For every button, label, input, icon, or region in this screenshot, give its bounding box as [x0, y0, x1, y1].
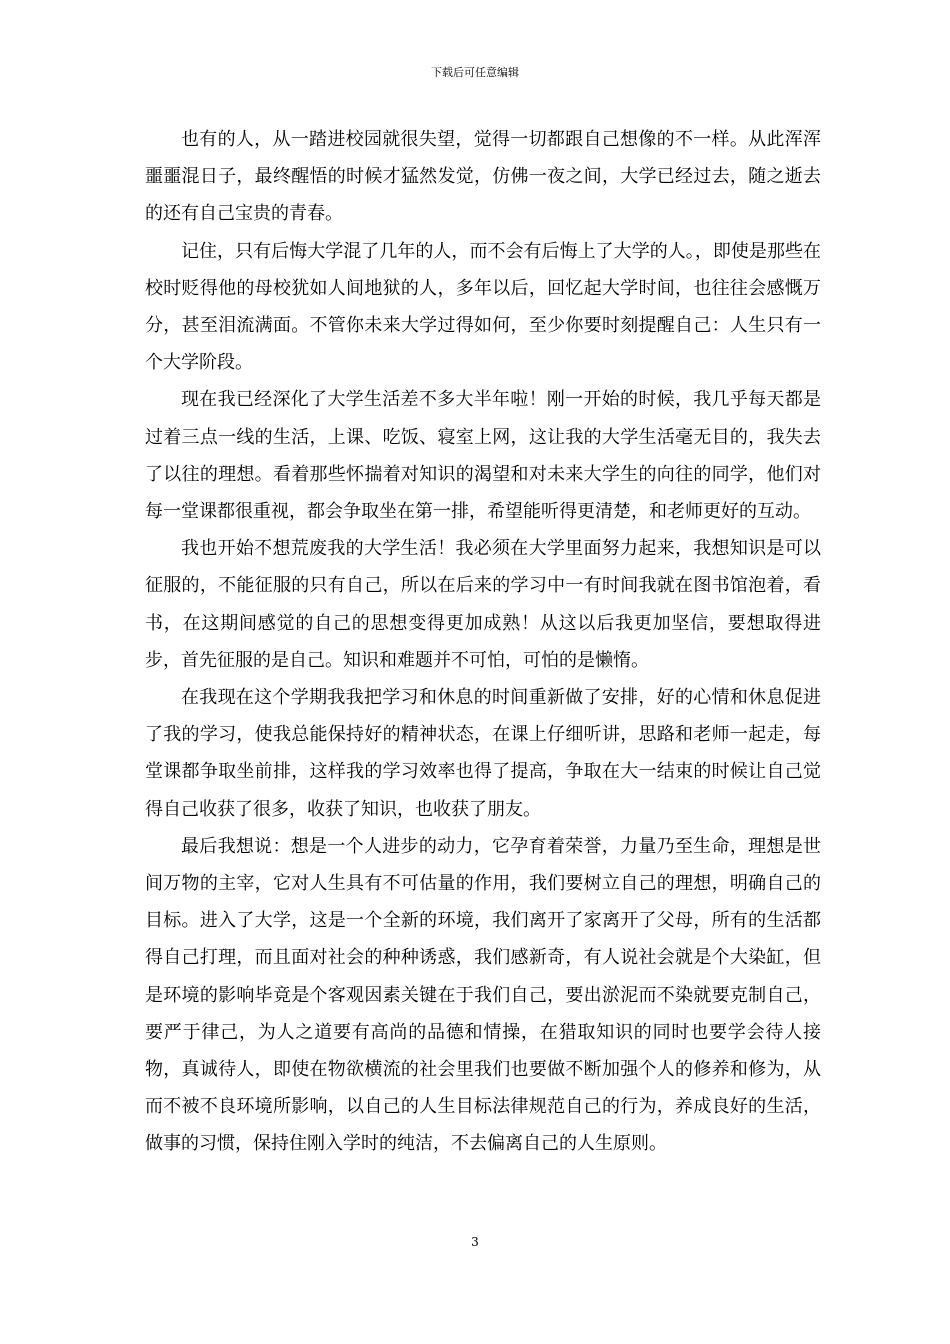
paragraph-1: 也有的人，从一踏进校园就很失望，觉得一切都跟自己想像的不一样。从此浑浑噩噩混日子，最终醒悟的时候才猛然发觉，仿佛一夜之间，大学已经过去，随之逝去的还有自己宝贵的青春。: [145, 129, 821, 225]
page-header: 下载后可任意编辑: [431, 66, 519, 79]
paragraph-5: 在我现在这个学期我我把学习和休息的时间重新做了安排，好的心情和休息促进了我的学习，使我总能保持好的精神状态，在课上仔细听讲，思路和老师一起走，每堂课都争取坐前排，这样我的学习效率也得了提高，争取在大一结束的时候让自己觉得自己收获了很多，收获了知识，也收获了朋友。: [145, 687, 821, 820]
page-number: 3: [471, 1235, 479, 1249]
paragraph-6: 最后我想说：想是一个人进步的动力，它孕育着荣誉，力量乃至生命，理想是世间万物的主宰，它对人生具有不可估量的作用，我们要树立自己的理想，明确自己的目标。进入了大学，这是一个全新的环境，我们离开了家离开了父母，所有的生活都得自己打理，而且面对社会的种种诱惑，我们感新奇，有人说社会就是个大染缸，但是环境的影响毕竟是个客观因素关键在于我们自己，要出淤泥而不染就要克制自己，要严于律己，为人之道要有高尚的品德和情操，在猎取知识的同时也要学会待人接物，真诚待人，即使在物欲横流的社会里我们也要做不断加强个人的修养和修为，从而不被不良环境所影响，以自己的人生目标法律规范自己的行为，养成良好的生活，做事的习惯，保持住刚入学时的纯洁，不去偏离自己的人生原则。: [145, 835, 821, 1155]
paragraph-3: 现在我已经深化了大学生活差不多大半年啦！刚一开始的时候，我几乎每天都是过着三点一线的生活，上课、吃饭、寝室上网，这让我的大学生活毫无目的，我失去了以往的理想。看着那些怀揣着对知识的渴望和对未来大学生的向往的同学，他们对每一堂课都很重视，都会争取坐在第一排，希望能听得更清楚，和老师更好的互动。: [145, 389, 821, 523]
document-body: [145, 121, 821, 1163]
paragraph-4: 我也开始不想荒废我的大学生活！我必须在大学里面努力起来，我想知识是可以征服的，不能征服的只有自己，所以在后来的学习中一有时间我就在图书馆泡着，看书，在这期间感觉的自己的思想变得更加成熟！从这以后我更加坚信，要想取得进步，首先征服的是自己。知识和难题并不可怕，可怕的是懒惰。: [145, 538, 821, 671]
paragraph-2: 记住，只有后悔大学混了几年的人，而不会有后悔上了大学的人。，即使是那些在校时贬得他的母校犹如人间地狱的人，多年以后，回忆起大学时间，也往往会感慨万分，甚至泪流满面。不管你未来大学过得如何，至少你要时刻提醒自己：人生只有一个大学阶段。: [145, 240, 821, 374]
